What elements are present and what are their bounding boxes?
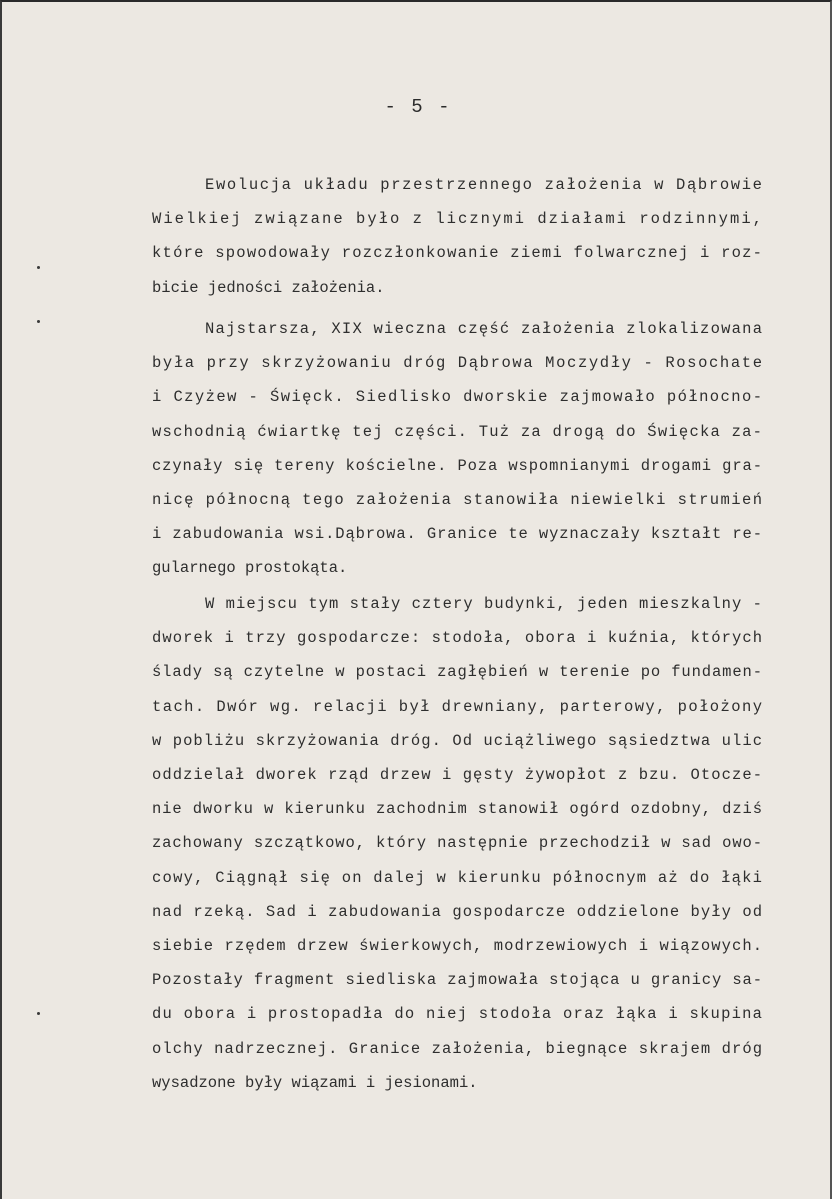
text-line: tach. Dwór wg. relacji był drewniany, parterowy, położony xyxy=(152,697,764,716)
text-line: była przy skrzyżowaniu dróg Dąbrowa Moczydły - Rosochate xyxy=(152,354,764,373)
text-line: zachowany szczątkowo, który następnie przechodził w sad owo- xyxy=(152,834,763,853)
text-line: nad rzeką. Sad i zabudowania gospodarcze oddzielone były od xyxy=(152,902,764,921)
text-line: wysadzone były wiązami i jesionami. xyxy=(152,1073,478,1092)
text-line: oddzielał dworek rząd drzew i gęsty żywopłot z bzu. Otocze- xyxy=(152,766,764,784)
text-line: bicie jedności założenia. xyxy=(152,278,385,297)
text-line: które spowodowały rozczłonkowanie ziemi folwarcznej i roz- xyxy=(152,244,764,263)
text-line: ślady są czytelne w postaci zagłębień w terenie po fundamen- xyxy=(152,663,763,682)
text-line: siebie rzędem drzew świerkowych, modrzewiowych i wiązowych. xyxy=(152,937,764,955)
text-line: olchy nadrzecznej. Granice założenia, biegnące skrajem dróg xyxy=(152,1039,764,1058)
text-line: nicę północną tego założenia stanowiła niewielki strumień xyxy=(152,491,764,509)
text-line: nie dworku w kierunku zachodnim stanowił ogórd ozdobny, dziś xyxy=(152,800,763,819)
text-line: cowy, Ciągnął się on dalej w kierunku północnym aż do łąki xyxy=(152,868,764,887)
text-line: du obora i prostopadła do niej stodoła oraz łąka i skupina xyxy=(152,1005,764,1024)
text-line: czynały się tereny kościelne. Poza wspomnianymi drogami gra- xyxy=(152,456,763,475)
text-line: wschodnią ćwiartkę tej części. Tuż za drogą do Święcka za- xyxy=(152,422,764,441)
text-line: i zabudowania wsi.Dąbrowa. Granice te wyznaczały kształt re- xyxy=(152,525,763,544)
text-line: Ewolucja układu przestrzennego założenia w Dąbrowie xyxy=(205,176,764,194)
text-line: gularnego prostokąta. xyxy=(152,559,348,578)
text-line: Pozostały fragment siedliska zajmowała stojąca u granicy sa- xyxy=(152,971,763,990)
margin-mark-dot xyxy=(37,1012,40,1015)
text-line: Najstarsza, XIX wieczna część założenia zlokalizowana xyxy=(205,320,764,338)
text-line: dworek i trzy gospodarcze: stodoła, obora i kuźnia, których xyxy=(152,629,764,648)
text-line: w pobliżu skrzyżowania dróg. Od uciążliwego sąsiedztwa ulic xyxy=(152,731,764,750)
text-line: Wielkiej związane było z licznymi działami rodzinnymi, xyxy=(152,210,765,229)
margin-mark-dot xyxy=(37,320,40,323)
text-line: W miejscu tym stały cztery budynki, jeden mieszkalny - xyxy=(205,595,764,613)
text-line: i Czyżew - Święck. Siedlisko dworskie zajmowało północno- xyxy=(152,388,764,407)
margin-mark-dot xyxy=(37,266,40,269)
page-number: - 5 - xyxy=(384,96,452,118)
